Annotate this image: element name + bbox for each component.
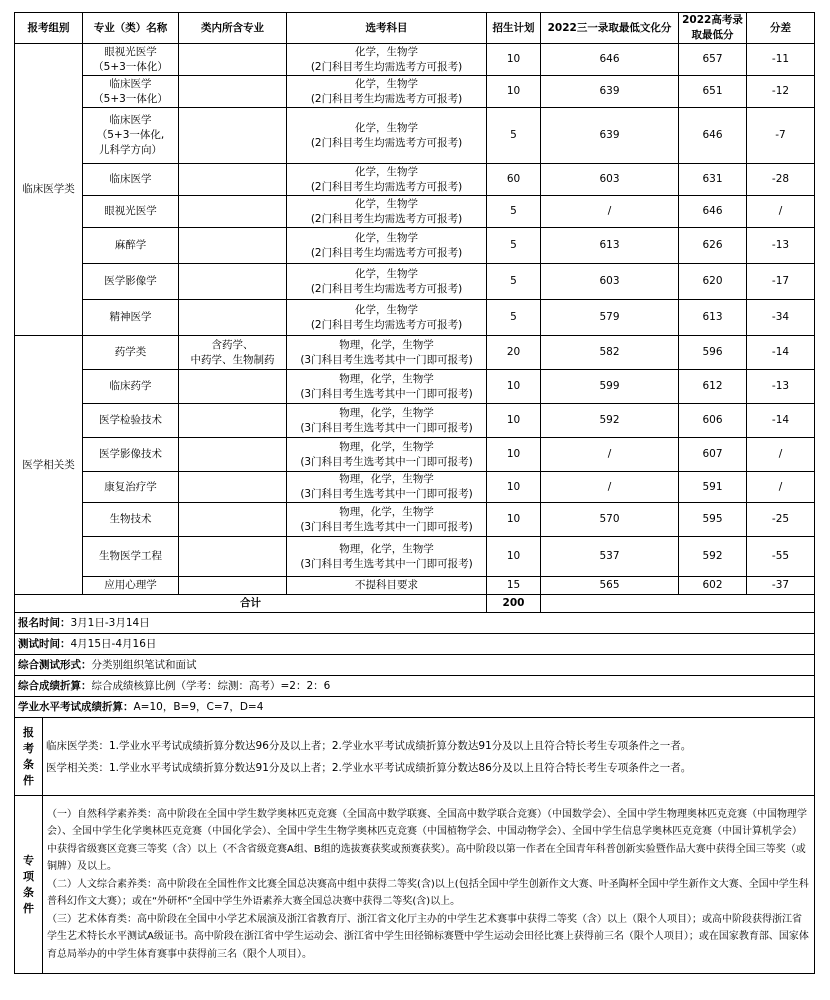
sub-major-cell	[179, 164, 287, 196]
subjects-cell	[287, 164, 487, 196]
subjects-cell	[287, 300, 487, 336]
major-cell	[83, 264, 179, 300]
admission-sheet	[14, 12, 814, 974]
subjects-line: (3门科目考生选考其中一门即可报考)	[300, 421, 473, 434]
conditions-label-char: 报	[23, 725, 34, 739]
special-paragraph: （二）人文综合素养类：高中阶段在全国性作文比赛全国总决赛高中组中获得二等奖(含)以上(包括全国中学生创新作文大赛、叶圣陶杯全国中学生新作文大赛、全国中学生科普科幻作文大赛）；或在“外研杯”全国中学生外语素养大赛全国总决赛中获得二等奖(含)以上。	[47, 878, 809, 908]
table-row	[15, 472, 815, 503]
sub-major-cell	[179, 577, 287, 595]
plan-cell: 15	[487, 577, 541, 595]
subjects-line: 物理，化学，生物学	[339, 338, 434, 351]
special-paragraph: （三）艺术体育类：高中阶段在全国中小学艺术展演及浙江省教育厅、浙江省文化厅主办的中学生艺术赛事中获得二等奖（含）以上（限个人项目）；或高中阶段获得浙江省学生艺术特长水平测试A级证书。高中阶段在浙江省中学生运动会、浙江省中学生田径锦标赛暨中学生运动会田径比赛上获得前三名（限个人项目）；或在国家教育部、国家体育总局举办的中学生体育赛事中获得前三名（限个人项目）。	[47, 913, 809, 960]
major-line: 临床医学	[109, 173, 152, 185]
major-cell	[83, 76, 179, 108]
subjects-cell	[287, 76, 487, 108]
major-line: 药学类	[114, 346, 147, 358]
min-gaokao-cell: 646	[679, 196, 747, 228]
min-sanyi-cell: 599	[541, 370, 679, 404]
subjects-line: 化学，生物学	[355, 231, 418, 244]
subjects-cell	[287, 472, 487, 503]
subjects-cell	[287, 196, 487, 228]
major-cell	[83, 164, 179, 196]
diff-cell: -14	[747, 336, 815, 370]
sub-major-cell	[179, 108, 287, 164]
subjects-line: 化学，生物学	[355, 197, 418, 210]
min-gaokao-cell: 626	[679, 228, 747, 264]
min-gaokao-cell: 657	[679, 44, 747, 76]
plan-cell: 5	[487, 300, 541, 336]
subjects-line: 不提科目要求	[355, 579, 418, 591]
subjects-cell	[287, 264, 487, 300]
min-gaokao-cell: 651	[679, 76, 747, 108]
special-label	[15, 796, 43, 974]
major-line: 应用心理学	[104, 579, 157, 591]
subjects-line: 物理，化学，生物学	[339, 406, 434, 419]
info-value: 4月15日-4月16日	[70, 637, 157, 650]
special-label-char: 项	[23, 869, 34, 883]
subjects-line: (2门科目考生均需选考方可报考)	[310, 282, 463, 295]
header-cell: 2022三一录取最低文化分	[541, 13, 679, 44]
major-line: 医学检验技术	[99, 414, 162, 426]
min-gaokao-cell: 620	[679, 264, 747, 300]
major-line: （5+3一体化）	[93, 92, 168, 105]
subjects-line: 物理，化学，生物学	[339, 542, 434, 555]
major-line: 康复治疗学	[104, 480, 157, 493]
total-row	[15, 595, 815, 613]
subjects-cell	[287, 404, 487, 438]
table-row	[15, 537, 815, 577]
diff-cell: -14	[747, 404, 815, 438]
min-gaokao-cell: 602	[679, 577, 747, 595]
table-row	[15, 228, 815, 264]
special-paragraph: （一）自然科学素养类：高中阶段在全国中学生数学奥林匹克竞赛（全国高中数学联赛、全国高中数学联合竞赛）（中国数学会）、全国中学生物理奥林匹克竞赛（中国物理学会）、全国中学生化学奥林匹克竞赛（中国化学会）、全国中学生生物学奥林匹克竞赛（中国植物学会、中国动物学会）、全国中学生信息学奥林匹克竞赛（中国计算机学会）中获得省级赛区竞赛三等奖（含）以上（不含省级竞赛A组、B组的选拔赛获奖或预赛获奖）。高中阶段以第一作者在全国青年科普创新实验暨作品大赛中获得全国三等奖（或铜牌）及以上。	[47, 808, 807, 873]
diff-cell: -12	[747, 76, 815, 108]
special-label-char: 专	[23, 853, 34, 867]
table-row	[15, 264, 815, 300]
info-label: 报名时间：	[18, 616, 71, 629]
header-cell: 2022高考录取最低分	[679, 13, 747, 44]
table-row	[15, 44, 815, 76]
sub-major-cell	[179, 537, 287, 577]
subjects-line: (3门科目考生选考其中一门即可报考)	[300, 520, 473, 533]
info-label: 学业水平考试成绩折算：	[18, 700, 134, 713]
min-sanyi-cell: 613	[541, 228, 679, 264]
info-value: 综合成绩核算比例（学考：综测：高考）=2：2：6	[91, 679, 331, 692]
subjects-line: (3门科目考生选考其中一门即可报考)	[300, 455, 473, 468]
diff-cell: /	[747, 438, 815, 472]
min-sanyi-cell: 646	[541, 44, 679, 76]
plan-cell: 60	[487, 164, 541, 196]
major-line: 生物技术	[109, 513, 152, 525]
table-row	[15, 503, 815, 537]
header-cell: 分差	[747, 13, 815, 44]
min-gaokao-cell: 612	[679, 370, 747, 404]
subjects-line: (3门科目考生选考其中一门即可报考)	[300, 353, 473, 366]
subjects-cell	[287, 336, 487, 370]
subjects-line: 化学，生物学	[355, 267, 418, 280]
diff-cell: -11	[747, 44, 815, 76]
sub-major-cell	[179, 404, 287, 438]
min-sanyi-cell: /	[541, 472, 679, 503]
special-label-char: 条	[23, 885, 34, 899]
header-cell: 专业（类）名称	[83, 13, 179, 44]
info-cell	[15, 655, 815, 676]
header-row	[15, 13, 815, 44]
sub-major-cell	[179, 438, 287, 472]
min-sanyi-cell: 579	[541, 300, 679, 336]
major-cell	[83, 472, 179, 503]
min-sanyi-cell: /	[541, 438, 679, 472]
subjects-cell	[287, 577, 487, 595]
plan-cell: 10	[487, 44, 541, 76]
info-label: 测试时间：	[18, 637, 71, 650]
conditions-label	[15, 718, 43, 796]
table-row	[15, 196, 815, 228]
subjects-cell	[287, 537, 487, 577]
subjects-line: (3门科目考生选考其中一门即可报考)	[300, 488, 473, 500]
subjects-line: (2门科目考生均需选考方可报考)	[310, 246, 463, 259]
info-cell	[15, 697, 815, 718]
sub-major-cell	[179, 472, 287, 503]
plan-cell: 5	[487, 108, 541, 164]
subjects-line: 物理，化学，生物学	[339, 372, 434, 385]
subjects-cell	[287, 503, 487, 537]
total-empty	[541, 595, 815, 613]
subjects-line: (3门科目考生选考其中一门即可报考)	[300, 387, 473, 400]
info-cell	[15, 676, 815, 697]
plan-cell: 5	[487, 264, 541, 300]
min-gaokao-cell: 613	[679, 300, 747, 336]
major-line: （5+3一体化,	[96, 129, 165, 141]
plan-cell: 10	[487, 438, 541, 472]
conditions-label-char: 件	[23, 773, 34, 787]
min-sanyi-cell: 603	[541, 264, 679, 300]
diff-cell: -7	[747, 108, 815, 164]
sub-major-cell	[179, 228, 287, 264]
subjects-cell	[287, 370, 487, 404]
info-row	[15, 634, 815, 655]
table-row	[15, 404, 815, 438]
subjects-line: 化学，生物学	[355, 165, 418, 178]
info-row	[15, 676, 815, 697]
major-line: （5+3一体化）	[93, 60, 168, 73]
sub-major-cell	[179, 370, 287, 404]
sub-major-line: 中药学、生物制药	[190, 353, 275, 366]
conditions-row	[15, 718, 815, 796]
plan-cell: 5	[487, 228, 541, 264]
diff-cell: -13	[747, 228, 815, 264]
info-value: A=10，B=9，C=7，D=4	[133, 700, 264, 713]
diff-cell: -17	[747, 264, 815, 300]
header-cell: 报考组别	[15, 13, 83, 44]
major-line: 麻醉学	[114, 239, 147, 251]
info-row	[15, 613, 815, 634]
plan-cell: 10	[487, 76, 541, 108]
diff-cell: -55	[747, 537, 815, 577]
subjects-cell	[287, 438, 487, 472]
major-line: 眼视光医学	[104, 45, 157, 58]
header-cell: 类内所含专业	[179, 13, 287, 44]
special-row	[15, 796, 815, 974]
admission-table	[14, 12, 815, 613]
group-name-cell: 临床医学类	[15, 44, 83, 336]
min-sanyi-cell: 592	[541, 404, 679, 438]
table-row	[15, 300, 815, 336]
table-row	[15, 577, 815, 595]
major-cell	[83, 404, 179, 438]
min-gaokao-cell: 595	[679, 503, 747, 537]
diff-cell: -25	[747, 503, 815, 537]
special-cell	[43, 796, 815, 974]
subjects-line: (2门科目考生均需选考方可报考)	[310, 60, 463, 73]
min-gaokao-cell: 646	[679, 108, 747, 164]
major-cell	[83, 108, 179, 164]
major-cell	[83, 503, 179, 537]
sub-major-cell	[179, 264, 287, 300]
subjects-line: 化学，生物学	[355, 121, 418, 134]
sub-major-cell	[179, 503, 287, 537]
diff-cell: -13	[747, 370, 815, 404]
conditions-line: 医学相关类：1.学业水平考试成绩折算分数达91分及以上者；2.学业水平考试成绩折算分数达86分及以上且符合特长考生专项条件之一者。	[46, 761, 692, 774]
major-line: 临床医学	[109, 77, 152, 90]
subjects-line: 物理，化学，生物学	[339, 440, 434, 453]
plan-cell: 10	[487, 503, 541, 537]
major-cell	[83, 336, 179, 370]
subjects-line: 物理，化学，生物学	[339, 505, 434, 518]
subjects-cell	[287, 228, 487, 264]
major-cell	[83, 438, 179, 472]
major-cell	[83, 577, 179, 595]
conditions-cell	[43, 718, 815, 796]
sub-major-cell	[179, 76, 287, 108]
min-sanyi-cell: 537	[541, 537, 679, 577]
major-cell	[83, 44, 179, 76]
major-line: 眼视光医学	[104, 205, 157, 217]
subjects-line: 化学，生物学	[355, 77, 418, 90]
subjects-line: (2门科目考生均需选考方可报考)	[310, 92, 463, 105]
min-gaokao-cell: 591	[679, 472, 747, 503]
diff-cell: /	[747, 472, 815, 503]
conditions-label-char: 考	[23, 741, 34, 755]
major-cell	[83, 196, 179, 228]
plan-cell: 20	[487, 336, 541, 370]
sub-major-cell	[179, 44, 287, 76]
group-name-cell: 医学相关类	[15, 336, 83, 595]
diff-cell: /	[747, 196, 815, 228]
table-row	[15, 108, 815, 164]
info-cell	[15, 613, 815, 634]
major-line: 医学影像技术	[99, 448, 162, 460]
conditions-line: 临床医学类：1.学业水平考试成绩折算分数达96分及以上者；2.学业水平考试成绩折算分数达91分及以上且符合特长考生专项条件之一者。	[46, 739, 692, 752]
min-sanyi-cell: 565	[541, 577, 679, 595]
plan-cell: 5	[487, 196, 541, 228]
min-gaokao-cell: 607	[679, 438, 747, 472]
subjects-line: 化学，生物学	[355, 45, 418, 58]
min-sanyi-cell: /	[541, 196, 679, 228]
min-sanyi-cell: 603	[541, 164, 679, 196]
min-sanyi-cell: 570	[541, 503, 679, 537]
info-label: 综合成绩折算：	[18, 679, 92, 692]
subjects-line: (2门科目考生均需选考方可报考)	[310, 136, 463, 149]
table-row	[15, 76, 815, 108]
sub-major-cell	[179, 196, 287, 228]
header-cell: 招生计划	[487, 13, 541, 44]
header-cell: 选考科目	[287, 13, 487, 44]
min-sanyi-cell: 639	[541, 108, 679, 164]
diff-cell: -34	[747, 300, 815, 336]
info-value: 分类别组织笔试和面试	[91, 658, 197, 671]
major-cell	[83, 228, 179, 264]
subjects-cell	[287, 108, 487, 164]
major-line: 儿科学方向）	[99, 144, 162, 156]
diff-cell: -28	[747, 164, 815, 196]
major-cell	[83, 537, 179, 577]
sub-major-line: 含药学、	[211, 338, 254, 351]
info-row	[15, 655, 815, 676]
plan-cell: 10	[487, 472, 541, 503]
subjects-cell	[287, 44, 487, 76]
table-row	[15, 438, 815, 472]
subjects-line: (2门科目考生均需选考方可报考)	[310, 318, 463, 331]
plan-cell: 10	[487, 404, 541, 438]
table-row	[15, 336, 815, 370]
min-gaokao-cell: 596	[679, 336, 747, 370]
diff-cell: -37	[747, 577, 815, 595]
info-label: 综合测试形式：	[18, 658, 92, 671]
min-gaokao-cell: 592	[679, 537, 747, 577]
info-table	[14, 612, 815, 974]
subjects-line: (2门科目考生均需选考方可报考)	[310, 180, 463, 193]
major-line: 临床药学	[109, 380, 152, 392]
min-sanyi-cell: 582	[541, 336, 679, 370]
min-sanyi-cell: 639	[541, 76, 679, 108]
sub-major-cell	[179, 336, 287, 370]
major-line: 医学影像学	[104, 275, 157, 287]
total-plan: 200	[487, 595, 541, 613]
special-label-char: 件	[23, 901, 34, 915]
major-line: 精神医学	[109, 311, 152, 323]
table-row	[15, 164, 815, 196]
sub-major-cell	[179, 300, 287, 336]
info-row	[15, 697, 815, 718]
plan-cell: 10	[487, 370, 541, 404]
info-cell	[15, 634, 815, 655]
major-line: 临床医学	[109, 114, 152, 126]
major-line: 生物医学工程	[99, 550, 162, 562]
plan-cell: 10	[487, 537, 541, 577]
subjects-line: 物理，化学，生物学	[339, 473, 434, 485]
major-cell	[83, 300, 179, 336]
min-gaokao-cell: 631	[679, 164, 747, 196]
subjects-line: (2门科目考生均需选考方可报考)	[310, 212, 463, 225]
min-gaokao-cell: 606	[679, 404, 747, 438]
table-row	[15, 370, 815, 404]
subjects-line: (3门科目考生选考其中一门即可报考)	[300, 557, 473, 570]
major-cell	[83, 370, 179, 404]
subjects-line: 化学，生物学	[355, 303, 418, 316]
info-value: 3月1日-3月14日	[70, 616, 150, 629]
total-label: 合计	[15, 595, 487, 613]
conditions-label-char: 条	[23, 757, 34, 771]
